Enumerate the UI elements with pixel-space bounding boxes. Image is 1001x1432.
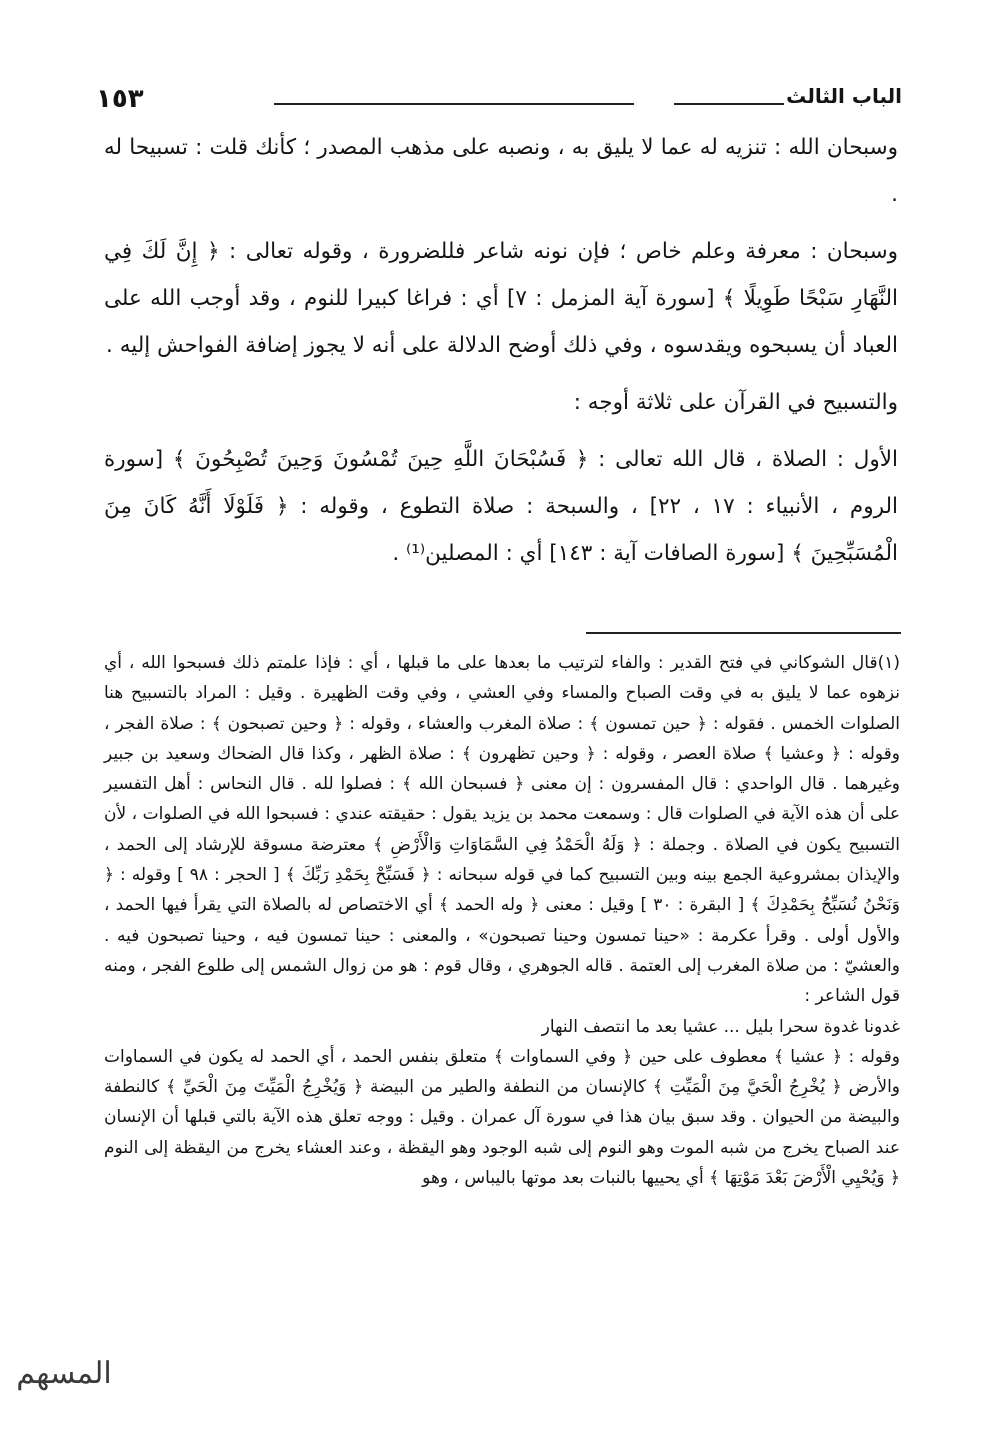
library-stamp	[8, 1354, 120, 1414]
footnote-paragraph: (١)قال الشوكاني في فتح القدير : والفاء لترتيب ما بعدها على ما قبلها ، أي : فإذا علمتم ذلك فسبحوا الله ، أي نزهوه عما لا يليق به في وقت الصباح والمساء وفي العشي ، وفي وقت الظهيرة . وقيل : المراد بالتسبيح هنا الصلوات الخمس . فقوله : ﴿ حين تمسون ﴾ : صلاة المغرب والعشاء ، وقوله : ﴿ وحين تصبحون ﴾ : صلاة الفجر ، وقوله : ﴿ وعشيا ﴾ صلاة العصر ، وقوله : ﴿ وحين تظهرون ﴾ : صلاة الظهر ، وكذا قال الضحاك وسعيد بن جبير وغيرهما . قال الواحدي : قال المفسرون : إن معنى ﴿ فسبحان الله ﴾ : فصلوا لله . قال النحاس : أهل التفسير على أن هذه الآية في الصلوات قال : وسمعت محمد بن يزيد يقول : حقيقته عندي : فسبحوا الله في الصلوات ، لأن التسبيح يكون في الصلاة . وجملة : ﴿ وَلَهُ الْحَمْدُ فِي السَّمَاوَاتِ وَالْأَرْضِ ﴾ معترضة مسوقة للإرشاد إلى الحمد ، والإيذان بمشروعية الجمع بينه وبين التسبيح كما في قوله سبحانه : ﴿ فَسَبِّحْ بِحَمْدِ رَبِّكَ ﴾ [ الحجر : ٩٨ ] وقوله : ﴿ وَنَحْنُ نُسَبِّحُ بِحَمْدِكَ ﴾ [ البقرة : ٣٠ ] وقيل : معنى ﴿ وله الحمد ﴾ أي الاختصاص له بالصلاة التي يقرأ فيها الحمد ، والأول أولى . وقرأ عكرمة : «حينا تمسون وحينا تصبحون» ، والمعنى : حينا تمسون فيه ، وحينا تصبحون فيه . والعشيّ : من صلاة المغرب إلى العتمة . قاله الجوهري ، وقال قوم : هو من زوال الشمس إلى طلوع الفجر ، ومنه قول الشاعر :	[104, 653, 900, 1007]
poetry-verse: غدونا غدوة سحرا بليل ... عشيا بعد ما انتصف النهار	[541, 1016, 900, 1037]
page-header	[96, 84, 902, 118]
footnote-paragraph: وقوله : ﴿ عشيا ﴾ معطوف على حين ﴿ وفي السماوات ﴾ متعلق بنفس الحمد ، أي الحمد له يكون في السماوات والأرض ﴿ يُخْرِجُ الْحَيَّ مِنَ الْمَيِّتِ ﴾ كالإنسان من النطفة والطير من البيضة ﴿ وَيُخْرِجُ الْمَيِّتَ مِنَ الْحَيِّ ﴾ كالنطفة والبيضة من الحيوان . وقد سبق بيان هذا في سورة آل عمران . وقيل : ووجه تعلق هذه الآية بالتي قبلها أن الإنسان عند الصباح يخرج من شبه الموت وهو النوم إلى شبه الوجود وهو اليقظة ، وعند العشاء يخرج من اليقظة إلى النوم ﴿ وَيُحْيِي الْأَرْضَ بَعْدَ مَوْتِهَا ﴾ أي يحييها بالنبات بعد موتها باليباس ، وهو	[104, 1046, 900, 1189]
main-paragraph: وسبحان الله : تنزيه له عما لا يليق به ، ونصبه على مذهب المصدر ؛ كأنك قلت : تسبيحا له .	[104, 135, 898, 207]
chapter-title: الباب الثالث	[786, 84, 902, 108]
page-number: ١٥٣	[96, 84, 144, 114]
stamp-text: المسهم	[16, 1356, 112, 1391]
main-text	[104, 124, 898, 618]
main-paragraph: وسبحان : معرفة وعلم خاص ؛ فإن نونه شاعر فللضرورة ، وقوله تعالى : ﴿ إِنَّ لَكَ فِي النَّهَارِ سَبْحًا طَوِيلًا ﴾ [سورة آية المزمل : ٧] أي : فراغا كبيرا للنوم ، وقد أوجب الله على العباد أن يسبحوه ويقدسوه ، وفي ذلك أوضح الدلالة على أنه لا يجوز إضافة الفواحش إليه .	[104, 239, 899, 358]
footnotes	[104, 648, 900, 1376]
main-paragraph: والتسبيح في القرآن على ثلاثة أوجه :	[573, 390, 898, 415]
header-rule	[674, 103, 784, 105]
header-rule	[274, 103, 634, 105]
footnote-divider	[586, 632, 901, 634]
main-paragraph: الأول : الصلاة ، قال الله تعالى : ﴿ فَسُبْحَانَ اللَّهِ حِينَ تُمْسُونَ وَحِينَ تُصْبِحُونَ ﴾ [سورة الروم ، الأنبياء : ١٧ ، ٢٢] ، والسبحة : صلاة التطوع ، وقوله : ﴿ فَلَوْلَا أَنَّهُ كَانَ مِنَ الْمُسَبِّحِينَ ﴾ [سورة الصافات آية : ١٤٣] أي : المصلين⁽¹⁾ .	[104, 447, 898, 566]
